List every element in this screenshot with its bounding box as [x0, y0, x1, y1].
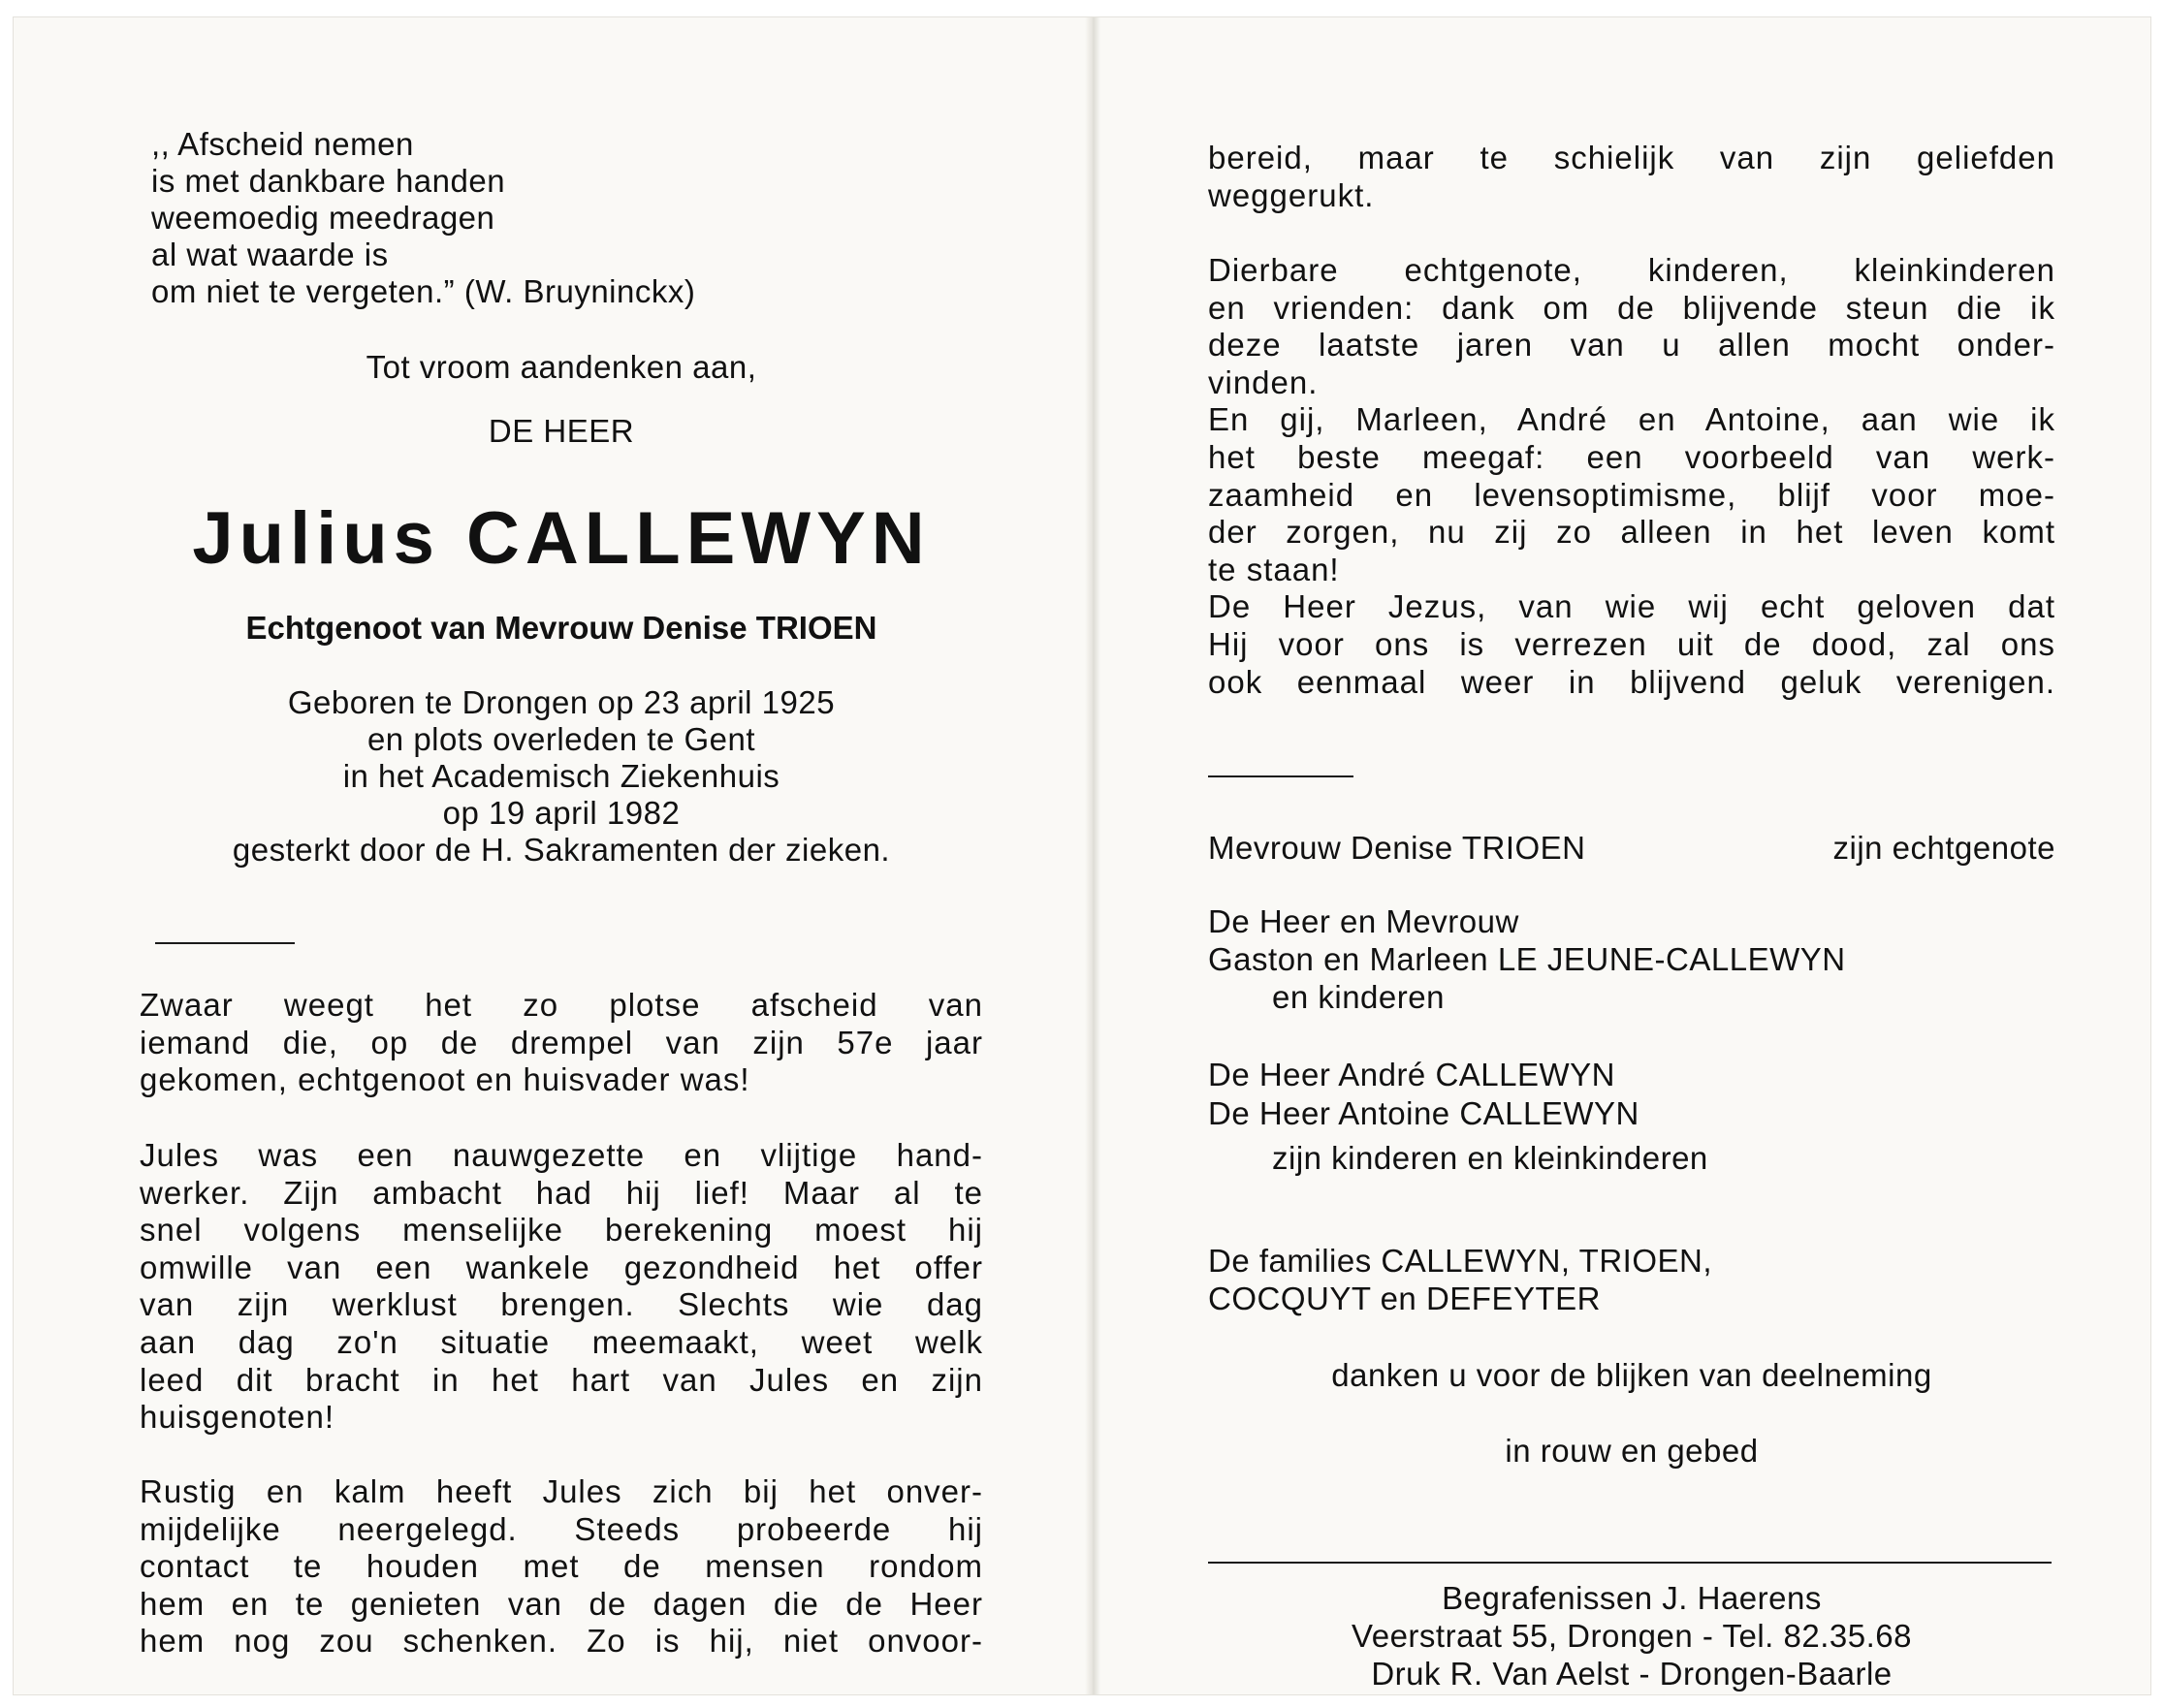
widow-row: [1208, 830, 2055, 867]
poem-line: om niet te vergeten.” (W. Bruyninckx): [151, 273, 696, 309]
text-line: vinden.: [1208, 364, 1319, 400]
text-line: bereid, maar te schielijk van zijn geliefden: [1208, 140, 2055, 175]
bio-line: op 19 april 1982: [442, 795, 681, 831]
text-line: der zorgen, nu zij zo alleen in het leven komt: [1208, 514, 2055, 551]
title-line: DE HEER: [488, 413, 635, 449]
footer-line: Druk R. Van Aelst - Drongen-Baarle: [1371, 1656, 1893, 1692]
footer-line: Veerstraat 55, Drongen - Tel. 82.35.68: [1352, 1618, 1912, 1654]
card-fold: [1085, 17, 1100, 1694]
text-line: leed dit bracht in het hart van Jules en zijn: [140, 1361, 983, 1398]
text-line: mijdelijke neergelegd. Steeds probeerde hij: [140, 1510, 983, 1547]
footer-line: Begrafenissen J. Haerens: [1442, 1580, 1822, 1616]
family-line: COCQUYT en DEFEYTER: [1208, 1281, 1601, 1316]
text-line: gekomen, echtgenoot en huisvader was!: [140, 1061, 750, 1098]
text-line: Jules was een nauwgezette en vlijtige hand-: [140, 1137, 983, 1173]
text-line: huisgenoten!: [140, 1399, 334, 1436]
text-line: weggerukt.: [1208, 176, 1375, 213]
text-line: te staan!: [1208, 551, 1340, 587]
poem-line: is met dankbare handen: [151, 163, 506, 199]
spouse-line: Echtgenoot van Mevrouw Denise TRIOEN: [245, 610, 877, 646]
text-line: en vrienden: dank om de blijvende steun die ik: [1208, 289, 2055, 326]
bio-line: gesterkt door de H. Sakramenten der zieken.: [232, 832, 891, 868]
text-line: van zijn werklust brengen. Slechts wie dag: [140, 1286, 983, 1323]
text-line: iemand die, op de drempel van zijn 57e jaar: [140, 1024, 983, 1060]
paragraph-craftsman: [140, 1137, 983, 1437]
footer-rule: [1208, 1562, 2052, 1564]
bio-line: in het Academisch Ziekenhuis: [342, 758, 780, 794]
text-line: zaamheid en levensoptimisme, blijf voor moe-: [1208, 476, 2055, 513]
divider: [155, 942, 295, 944]
paragraph-calm: [140, 1473, 983, 1661]
text-line: Zwaar weegt het zo plotse afscheid van: [140, 987, 983, 1023]
text-line: deze laatste jaren van u allen mocht onder-: [1208, 327, 2055, 364]
widow-name: Mevrouw Denise TRIOEN: [1208, 830, 1586, 866]
family-line: zijn kinderen en kleinkinderen: [1272, 1140, 1708, 1176]
text-line: contact te houden met de mensen rondom: [140, 1548, 983, 1585]
text-line: Dierbare echtgenote, kinderen, kleinkinderen: [1208, 252, 2055, 288]
text-line: Rustig en kalm heeft Jules zich bij het onver-: [140, 1473, 983, 1509]
family-line: De Heer Antoine CALLEWYN: [1208, 1095, 1639, 1131]
family-line: De families CALLEWYN, TRIOEN,: [1208, 1243, 1713, 1279]
mourning-line: in rouw en gebed: [1505, 1433, 1759, 1469]
deceased-name: Julius CALLEWYN: [192, 497, 931, 580]
poem-line: weemoedig meedragen: [151, 200, 495, 236]
widow-role: zijn echtgenote: [1832, 830, 2055, 866]
text-line: hem en te genieten van de dagen die de Heer: [140, 1585, 983, 1622]
text-line: aan dag zo'n situatie meemaakt, weet welk: [140, 1323, 983, 1360]
paragraph-continuation: [1208, 140, 2055, 214]
family-line: Gaston en Marleen LE JEUNE-CALLEWYN: [1208, 941, 1846, 977]
memory-line: Tot vroom aandenken aan,: [366, 349, 757, 385]
text-line: werker. Zijn ambacht had hij lief! Maar al te: [140, 1174, 983, 1211]
text-line: snel volgens menselijke berekening moest hij: [140, 1212, 983, 1249]
thanks-line: danken u voor de blijken van deelneming: [1331, 1357, 1932, 1393]
paragraph-thanks-family: [1208, 252, 2055, 701]
text-line: ook eenmaal weer in blijvend geluk verenigen.: [1208, 663, 2055, 700]
text-line: En gij, Marleen, André en Antoine, aan wie ik: [1208, 401, 2055, 438]
poem-line: al wat waarde is: [151, 237, 389, 272]
text-line: hem nog zou schenken. Zo is hij, niet onvoor-: [140, 1623, 983, 1660]
poem-line: ,, Afscheid nemen: [151, 126, 414, 162]
bio-line: en plots overleden te Gent: [366, 721, 756, 757]
text-line: De Heer Jezus, van wie wij echt geloven dat: [1208, 588, 2055, 625]
text-line: Hij voor ons is verrezen uit de dood, zal ons: [1208, 625, 2055, 662]
text-line: omwille van een wankele gezondheid het offer: [140, 1249, 983, 1285]
bio-line: Geboren te Drongen op 23 april 1925: [287, 684, 836, 720]
memorial-card: [14, 17, 2150, 1694]
divider: [1208, 775, 1353, 777]
paragraph-farewell: [140, 987, 983, 1099]
text-line: het beste meegaf: een voorbeeld van werk-: [1208, 438, 2055, 475]
family-line: en kinderen: [1272, 979, 1445, 1015]
family-line: De Heer en Mevrouw: [1208, 903, 1519, 939]
family-line: De Heer André CALLEWYN: [1208, 1057, 1616, 1092]
